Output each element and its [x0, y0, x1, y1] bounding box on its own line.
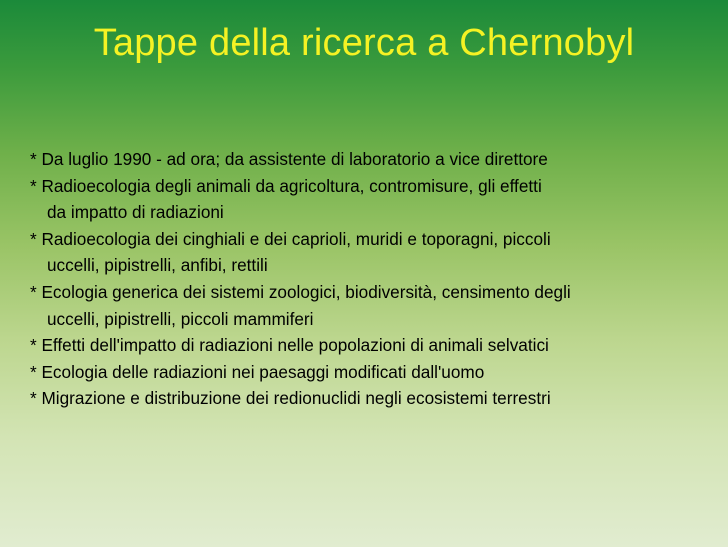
bullet-item: [30, 332, 571, 359]
bullet-list: [30, 146, 571, 412]
bullet-text: * Ecologia delle radiazioni nei paesaggi modificati dall'uomo: [30, 361, 485, 382]
bullet-item: [30, 385, 571, 412]
bullet-text: * Radioecologia dei cinghiali e dei caprioli, muridi e toporagni, piccoli: [30, 228, 551, 249]
bullet-item: [30, 279, 571, 332]
bullet-text: * Ecologia generica dei sistemi zoologici, biodiversità, censimento degli: [30, 281, 571, 302]
bullet-item: [30, 173, 571, 226]
bullet-item: [30, 359, 571, 386]
bullet-text: * Effetti dell'impatto di radiazioni nelle popolazioni di animali selvatici: [30, 335, 549, 356]
bullet-text: * Migrazione e distribuzione dei redionuclidi negli ecosistemi terrestri: [30, 388, 551, 409]
bullet-item: [30, 226, 571, 279]
bullet-text: * Da luglio 1990 - ad ora; da assistente di laboratorio a vice direttore: [30, 149, 548, 169]
bullet-text: * Radioecologia degli animali da agricoltura, contromisure, gli effetti: [30, 175, 542, 196]
bullet-continuation: uccelli, pipistrelli, anfibi, rettili: [47, 255, 268, 276]
bullet-item: [30, 146, 571, 173]
slide-title: Tappe della ricerca a Chernobyl: [93, 22, 635, 64]
bullet-continuation: uccelli, pipistrelli, piccoli mammiferi: [47, 308, 314, 329]
bullet-continuation: da impatto di radiazioni: [47, 202, 224, 223]
